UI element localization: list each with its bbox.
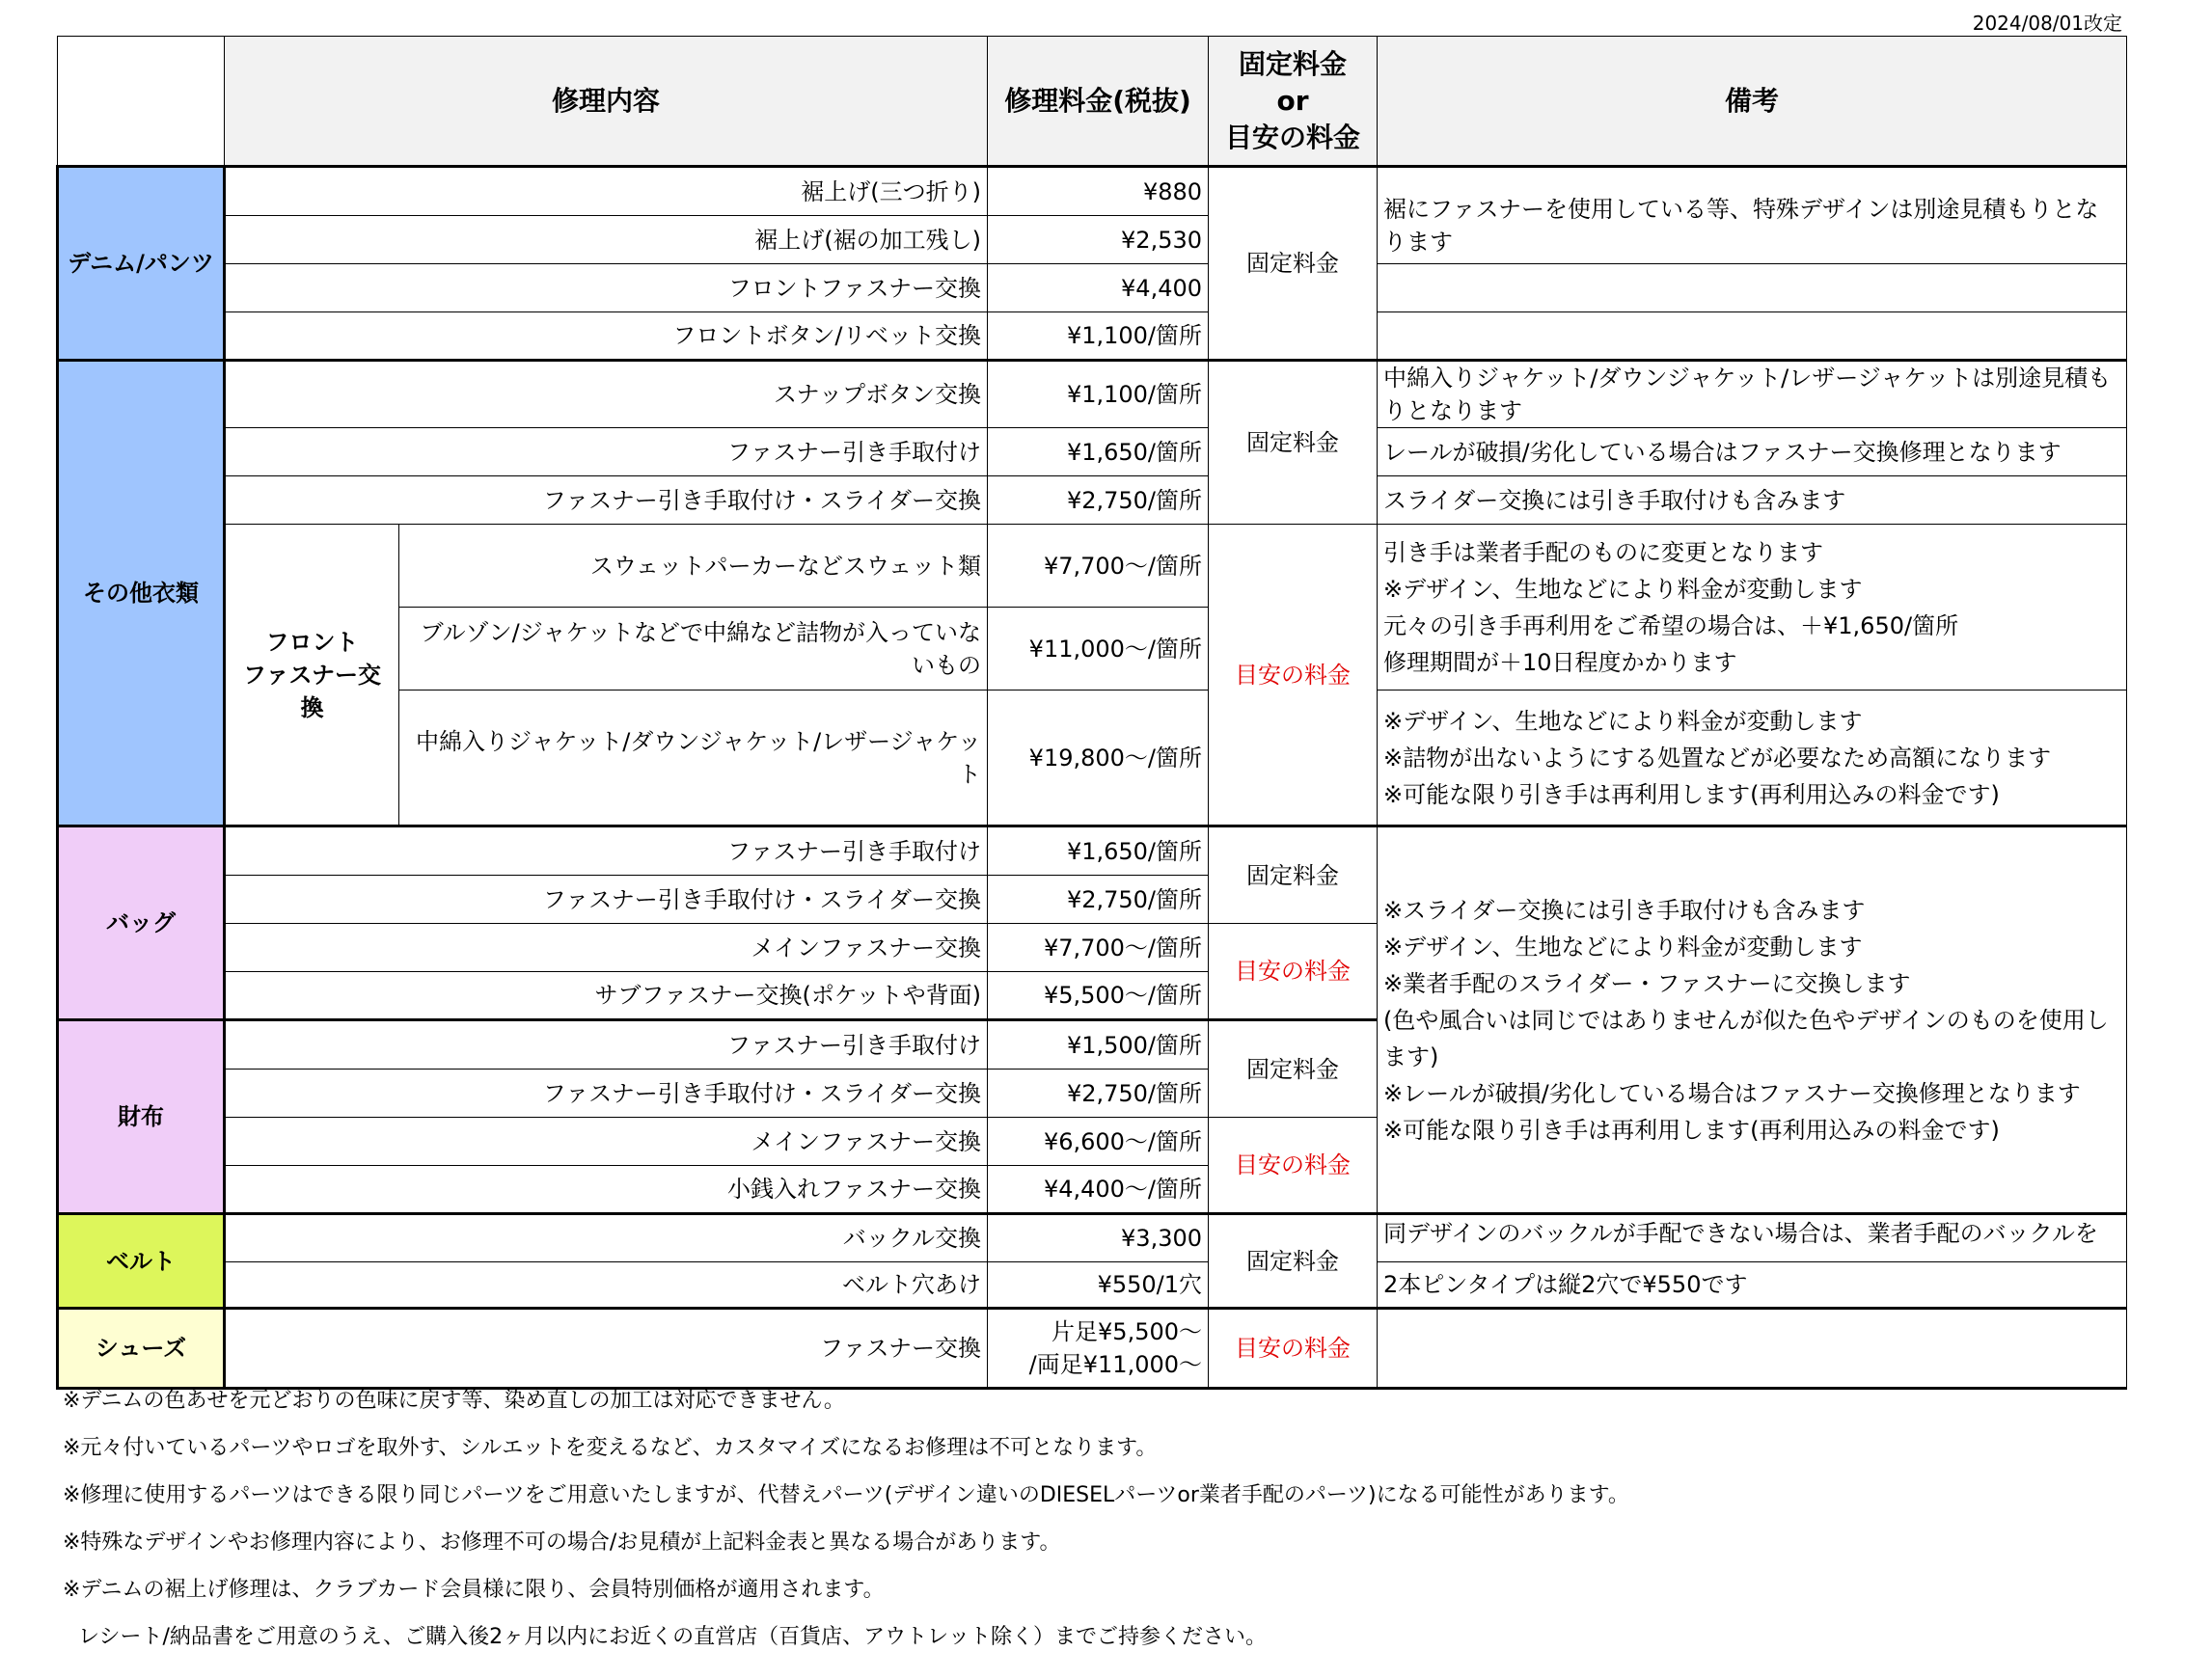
- note-line: 元々の引き手再利用をご希望の場合は、＋¥1,650/箇所: [1383, 611, 1959, 639]
- note-line: ※デザイン、生地などにより料金が変動します: [1383, 707, 1863, 735]
- item-price: ¥2,750/箇所: [988, 1070, 1209, 1118]
- item-price: ¥7,700～/箇所: [988, 924, 1209, 972]
- item-price: ¥19,800～/箇所: [988, 691, 1209, 826]
- item-price: ¥2,750/箇所: [988, 476, 1209, 525]
- item-name: ファスナー引き手取付け: [225, 428, 988, 476]
- table-row: [58, 264, 2127, 312]
- item-price: ¥1,100/箇所: [988, 312, 1209, 361]
- item-name: スウェットパーカーなどスウェット類: [399, 525, 988, 608]
- header-notes: 備考: [1378, 37, 2127, 167]
- price-type-fixed: 固定料金: [1209, 361, 1378, 525]
- item-name: フロントファスナー交換: [225, 264, 988, 312]
- price-type-fixed: 固定料金: [1209, 1214, 1378, 1309]
- note-line: 引き手は業者手配のものに変更となります: [1383, 538, 1824, 566]
- item-name: ファスナー引き手取付け・スライダー交換: [225, 476, 988, 525]
- revision-date: 2024/08/01改定: [1972, 12, 2122, 35]
- category-belt: ベルト: [58, 1214, 225, 1309]
- footnote: ※デニムの裾上げ修理は、クラブカード会員様に限り、会員特別価格が適用されます。: [63, 1578, 885, 1602]
- price-type-fixed: 固定料金: [1209, 826, 1378, 924]
- price-type-estimate: 目安の料金: [1209, 525, 1378, 826]
- item-price: ¥550/1穴: [988, 1262, 1209, 1309]
- item-name: メインファスナー交換: [225, 1118, 988, 1166]
- footnote: ※デニムの色あせを元どおりの色味に戻す等、染め直しの加工は対応できません。: [63, 1389, 845, 1413]
- note-line: ※デザイン、生地などにより料金が変動します: [1383, 575, 1863, 603]
- item-price: ¥880: [988, 167, 1209, 216]
- table-row: [58, 826, 2127, 876]
- item-name: 小銭入れファスナー交換: [225, 1166, 988, 1214]
- row-note-empty: [1378, 264, 2127, 312]
- item-name: ファスナー引き手取付け: [225, 826, 988, 876]
- footnotes: [63, 1377, 2137, 1661]
- item-price: ¥2,530: [988, 216, 1209, 264]
- category-other-clothing: その他衣類: [58, 361, 225, 826]
- price-type-fixed: 固定料金: [1209, 167, 1378, 361]
- header-content: 修理内容: [225, 37, 988, 167]
- item-name: ファスナー引き手取付け: [225, 1020, 988, 1070]
- row-note: [1378, 1214, 2127, 1262]
- row-note-multiline: [1378, 691, 2127, 826]
- item-price: ¥1,100/箇所: [988, 361, 1209, 428]
- header-type-line3: 目安の料金: [1225, 121, 1361, 153]
- row-note: 2本ピンタイプは縦2穴で¥550です: [1378, 1262, 2127, 1309]
- subcategory-line1: フロント: [265, 628, 359, 656]
- price-type-estimate: 目安の料金: [1209, 1309, 1378, 1389]
- table-row: [58, 361, 2127, 428]
- item-price: ¥4,400～/箇所: [988, 1166, 1209, 1214]
- table-row: [58, 428, 2127, 476]
- price-line: /両足¥11,000～: [1028, 1351, 1203, 1378]
- row-note: スライダー交換には引き手取付けも含みます: [1378, 476, 2127, 525]
- category-denim: デニム/パンツ: [58, 167, 225, 361]
- table-row: [58, 1214, 2127, 1262]
- footnote: レシート/納品書をご用意のうえ、ご購入後2ヶ月以内にお近くの直営店（百貨店、アウトレット除く）までご持参ください。: [78, 1625, 1267, 1649]
- item-price: ¥5,500～/箇所: [988, 972, 1209, 1020]
- item-name: サブファスナー交換(ポケットや背面): [225, 972, 988, 1020]
- row-note-multiline: [1378, 525, 2127, 691]
- item-price: ¥6,600～/箇所: [988, 1118, 1209, 1166]
- table-row: [58, 525, 2127, 608]
- note-line: ※可能な限り引き手は再利用します(再利用込みの料金です): [1383, 780, 2000, 808]
- category-shoes: シューズ: [58, 1309, 225, 1389]
- item-name: バックル交換: [225, 1214, 988, 1262]
- table-header-row: [58, 37, 2127, 167]
- header-empty-cell: [58, 37, 225, 167]
- subcategory-line2: ファスナー交換: [242, 661, 382, 721]
- bag-wallet-note: [1378, 826, 2127, 1214]
- note-line: ※レールが破損/劣化している場合はファスナー交換修理となります: [1383, 1079, 2081, 1107]
- footnote: ※修理に使用するパーツはできる限り同じパーツをご用意いたしますが、代替えパーツ(デザイン違いのDIESELパーツor業者手配のパーツ)になる可能性があります。: [63, 1483, 1629, 1507]
- note-line: 同デザインのバックルが手配できない場合は、業者手配のバックルを: [1383, 1220, 2098, 1244]
- header-price: 修理料金(税抜): [988, 37, 1209, 167]
- note-line: ※業者手配のスライダー・ファスナーに交換します: [1383, 969, 1911, 997]
- item-price: ¥11,000～/箇所: [988, 608, 1209, 691]
- row-note: 裾にファスナーを使用している等、特殊デザインは別途見積もりとなります: [1378, 167, 2127, 264]
- category-bag: バッグ: [58, 826, 225, 1020]
- item-name: ファスナー引き手取付け・スライダー交換: [225, 1070, 988, 1118]
- note-line: ※デザイン、生地などにより料金が変動します: [1383, 933, 1863, 961]
- item-name: ブルゾン/ジャケットなどで中綿など詰物が入っていないもの: [399, 608, 988, 691]
- item-price: ¥7,700～/箇所: [988, 525, 1209, 608]
- item-name: フロントボタン/リベット交換: [225, 312, 988, 361]
- price-type-fixed: 固定料金: [1209, 1020, 1378, 1118]
- row-note: 中綿入りジャケット/ダウンジャケット/レザージャケットは別途見積もりとなります: [1378, 361, 2127, 428]
- item-name: ファスナー引き手取付け・スライダー交換: [225, 876, 988, 924]
- item-name: 中綿入りジャケット/ダウンジャケット/レザージャケット: [399, 691, 988, 826]
- header-type-line1: 固定料金: [1239, 47, 1348, 80]
- table-row: [58, 476, 2127, 525]
- category-wallet: 財布: [58, 1020, 225, 1214]
- table-row: [58, 167, 2127, 216]
- item-price: ¥1,650/箇所: [988, 428, 1209, 476]
- item-name: ベルト穴あけ: [225, 1262, 988, 1309]
- item-name: 裾上げ(三つ折り): [225, 167, 988, 216]
- row-note: レールが破損/劣化している場合はファスナー交換修理となります: [1378, 428, 2127, 476]
- item-price: ¥1,500/箇所: [988, 1020, 1209, 1070]
- note-line: 修理期間が＋10日程度かかります: [1383, 648, 1737, 676]
- note-line: (色や風合いは同じではありませんが似た色やデザインのものを使用します): [1383, 1006, 2109, 1070]
- item-price: ¥3,300: [988, 1214, 1209, 1262]
- item-price: ¥1,650/箇所: [988, 826, 1209, 876]
- item-name: ファスナー交換: [225, 1309, 988, 1389]
- price-type-estimate: 目安の料金: [1209, 924, 1378, 1020]
- item-price: ¥4,400: [988, 264, 1209, 312]
- item-name: 裾上げ(裾の加工残し): [225, 216, 988, 264]
- footnote: ※元々付いているパーツやロゴを取外す、シルエットを変えるなど、カスタマイズになるお修理は不可となります。: [63, 1436, 1158, 1460]
- note-line: ※スライダー交換には引き手取付けも含みます: [1383, 896, 1866, 924]
- price-line: 片足¥5,500～: [1051, 1318, 1203, 1345]
- subcategory-front-zipper: [225, 525, 399, 826]
- item-name: メインファスナー交換: [225, 924, 988, 972]
- row-note-empty: [1378, 312, 2127, 361]
- repair-price-table: [56, 36, 2127, 1390]
- table-row: [58, 312, 2127, 361]
- header-type-line2: or: [1276, 84, 1309, 117]
- item-name: スナップボタン交換: [225, 361, 988, 428]
- footnote: ※特殊なデザインやお修理内容により、お修理不可の場合/お見積が上記料金表と異なる場合があります。: [63, 1530, 1061, 1555]
- item-price: ¥2,750/箇所: [988, 876, 1209, 924]
- table-row: [58, 1262, 2127, 1309]
- note-line: ※詰物が出ないようにする処置などが必要なため高額になります: [1383, 744, 2052, 772]
- note-line: ※可能な限り引き手は再利用します(再利用込みの料金です): [1383, 1116, 2000, 1144]
- price-type-estimate: 目安の料金: [1209, 1118, 1378, 1214]
- header-price-type: [1209, 37, 1378, 167]
